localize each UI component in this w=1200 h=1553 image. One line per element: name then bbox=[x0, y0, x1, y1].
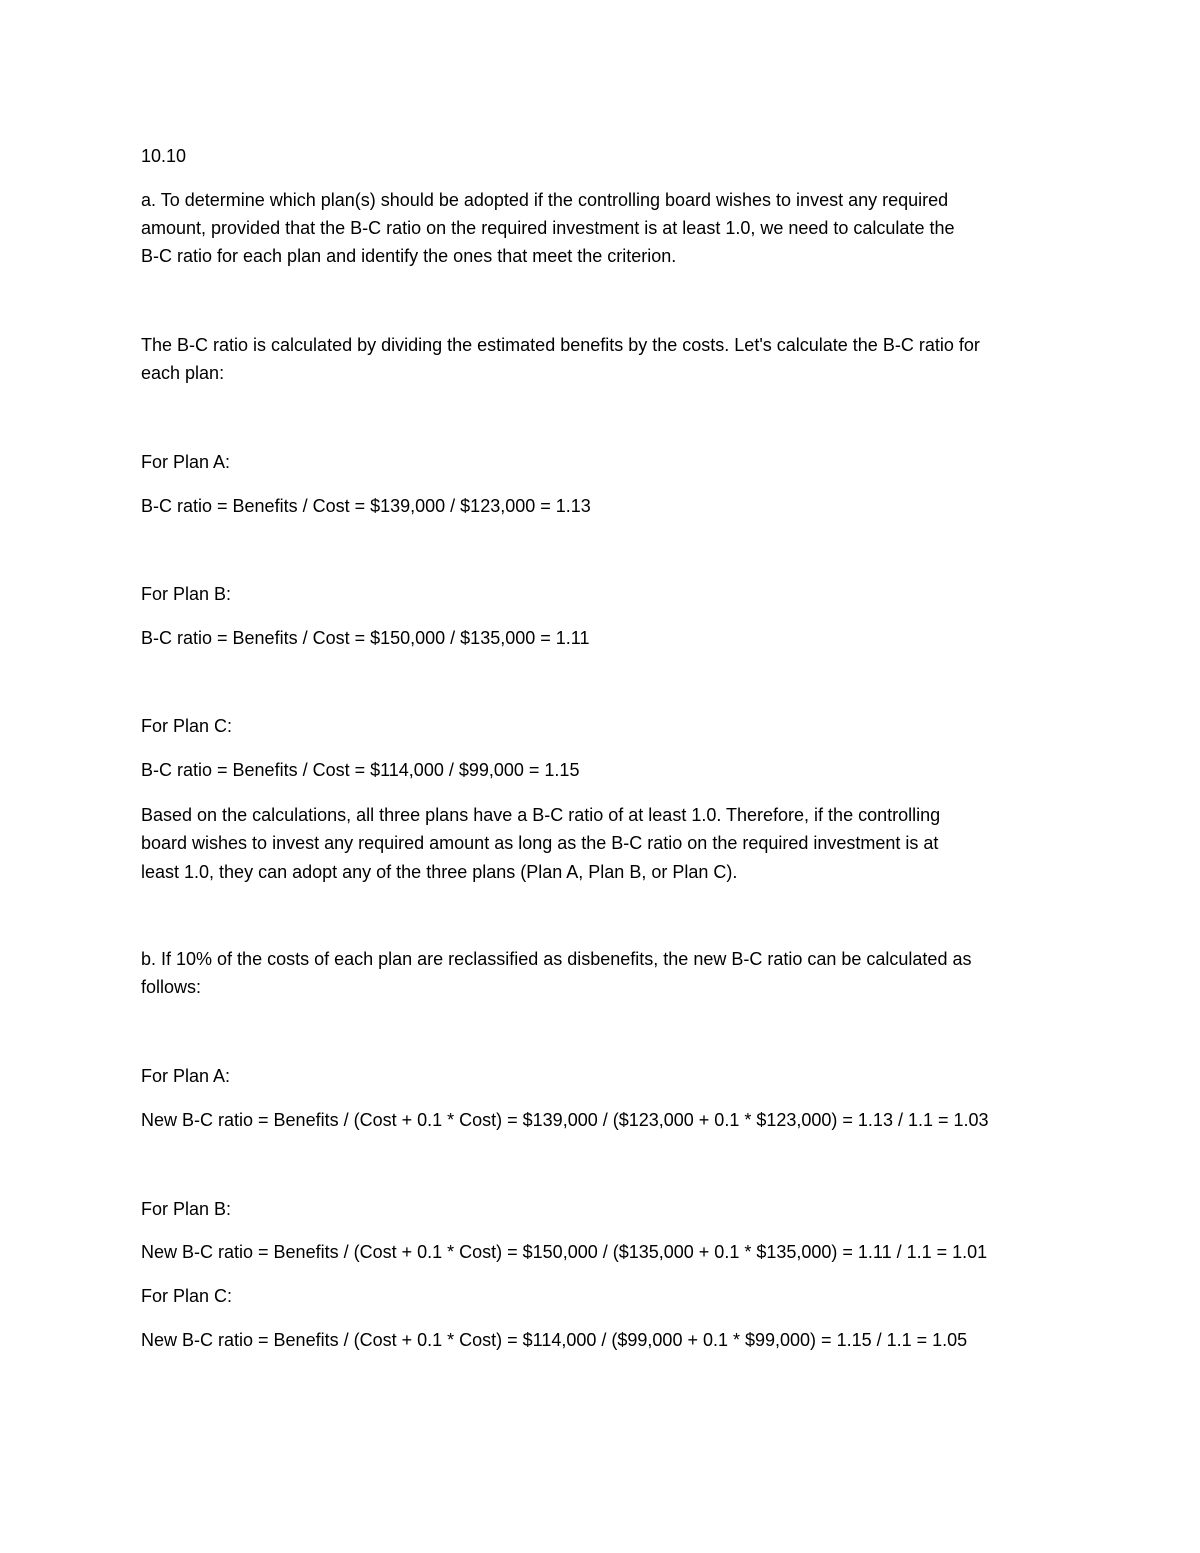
part-b-intro-line-2: follows: bbox=[141, 977, 202, 997]
part-a-intro-line-1: a. To determine which plan(s) should be adopted if the controlling board wishes to invest any required bbox=[141, 190, 949, 210]
part-b-plan-a-label: For Plan A: bbox=[141, 1066, 231, 1086]
part-a-intro-line-3: B-C ratio for each plan and identify the ones that meet the criterion. bbox=[141, 246, 677, 266]
part-b-plan-a-calc: New B-C ratio = Benefits / (Cost + 0.1 * Cost) = $139,000 / ($123,000 + 0.1 * $123,000) = 1.13 / 1.1 = 1.03 bbox=[141, 1110, 989, 1130]
part-a-intro-line-2: amount, provided that the B-C ratio on the required investment is at least 1.0, we need to calculate the bbox=[141, 218, 955, 238]
part-a-method-line-1: The B-C ratio is calculated by dividing the estimated benefits by the costs. Let's calculate the B-C ratio for bbox=[141, 335, 980, 355]
part-a-plan-c-calc: B-C ratio = Benefits / Cost = $114,000 / $99,000 = 1.15 bbox=[141, 760, 580, 780]
problem-number: 10.10 bbox=[141, 146, 187, 166]
part-b-plan-b-label: For Plan B: bbox=[141, 1199, 232, 1219]
part-a-plan-b-calc: B-C ratio = Benefits / Cost = $150,000 / $135,000 = 1.11 bbox=[141, 628, 590, 648]
part-a-plan-a-calc: B-C ratio = Benefits / Cost = $139,000 / $123,000 = 1.13 bbox=[141, 496, 591, 516]
part-a-conclusion-line-3: least 1.0, they can adopt any of the three plans (Plan A, Plan B, or Plan C). bbox=[141, 862, 738, 882]
part-a-plan-a-label: For Plan A: bbox=[141, 452, 231, 472]
part-a-conclusion-line-2: board wishes to invest any required amount as long as the B-C ratio on the required investment is at bbox=[141, 833, 939, 853]
part-a-plan-c-label: For Plan C: bbox=[141, 716, 233, 736]
part-b-plan-c-calc: New B-C ratio = Benefits / (Cost + 0.1 * Cost) = $114,000 / ($99,000 + 0.1 * $99,000) = 1.15 / 1.1 = 1.05 bbox=[141, 1330, 968, 1350]
part-b-plan-b-calc: New B-C ratio = Benefits / (Cost + 0.1 * Cost) = $150,000 / ($135,000 + 0.1 * $135,000) = 1.11 / 1.1 = 1.01 bbox=[141, 1242, 988, 1262]
part-b-intro-line-1: b. If 10% of the costs of each plan are reclassified as disbenefits, the new B-C ratio can be calculated as bbox=[141, 949, 972, 969]
part-b-plan-c-label: For Plan C: bbox=[141, 1286, 233, 1306]
part-a-conclusion-line-1: Based on the calculations, all three plans have a B-C ratio of at least 1.0. Therefore, if the controlling bbox=[141, 805, 941, 825]
part-a-method-line-2: each plan: bbox=[141, 363, 225, 383]
part-a-plan-b-label: For Plan B: bbox=[141, 584, 232, 604]
